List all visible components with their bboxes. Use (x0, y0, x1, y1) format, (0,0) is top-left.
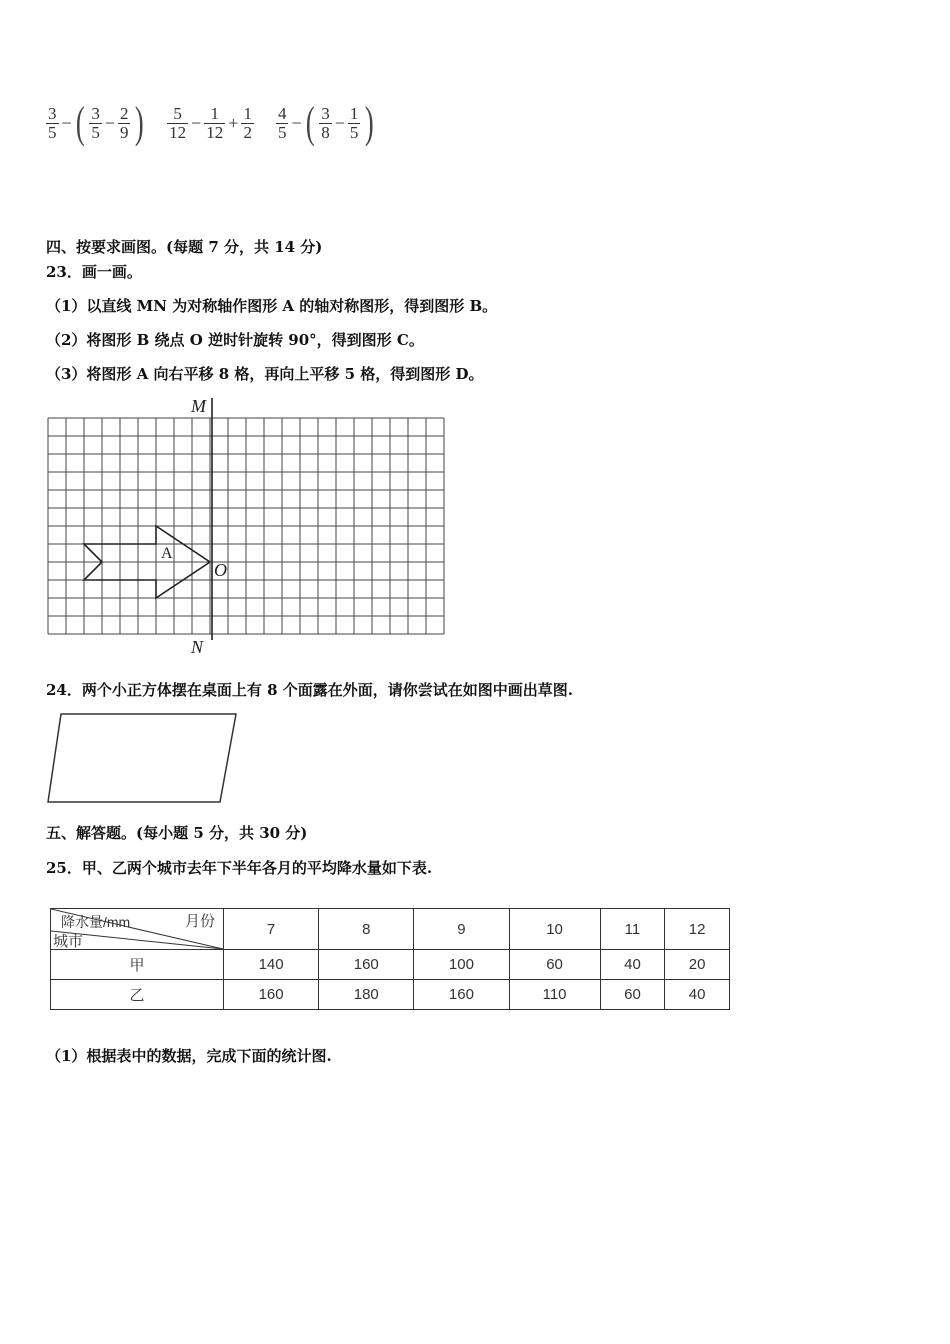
q25-title: 25．甲、乙两个城市去年下半年各月的平均降水量如下表. (46, 859, 433, 877)
value-cell: 110 (509, 980, 600, 1010)
month-header: 11 (600, 909, 665, 950)
value-cell: 100 (414, 950, 509, 980)
fraction: $\frac{3}{5}$ (48, 103, 57, 142)
value-cell: 140 (224, 950, 319, 980)
city-cell: 乙 (51, 980, 224, 1010)
corner-bottom-label: 城市 (53, 933, 84, 950)
q23-step-1: （1）以直线 MN 为对称轴作图形 A 的轴对称图形，得到图形 B。 (46, 297, 498, 315)
expressions-row (44, 98, 395, 148)
fraction: $\frac{1}{2}$ (243, 103, 252, 142)
month-header: 9 (414, 909, 509, 950)
expression-3: $\frac{4}{5}$ − ( $\frac{3}{8}$ − $\frac{1}{5}$ ) (277, 98, 375, 147)
value-cell: 20 (665, 950, 730, 980)
fraction: $\frac{2}{9}$ (119, 103, 129, 142)
table-corner-cell (51, 909, 224, 950)
corner-top-label: 降水量/mm (61, 914, 131, 930)
city-cell: 甲 (51, 950, 224, 980)
fraction: $\frac{4}{5}$ (277, 103, 287, 142)
fraction: $\frac{3}{8}$ (321, 103, 330, 142)
fraction: $\frac{5}{12}$ (169, 103, 187, 142)
label-n: N (191, 637, 204, 657)
parallelogram-figure (44, 710, 244, 806)
fraction: $\frac{1}{12}$ (206, 103, 224, 142)
month-header: 10 (509, 909, 600, 950)
q23-title: 23．画一画。 (46, 263, 142, 281)
value-cell: 160 (224, 980, 319, 1010)
parallelogram (48, 714, 236, 802)
value-cell: 40 (665, 980, 730, 1010)
fraction: $\frac{3}{5}$ (91, 103, 100, 142)
fraction: $\frac{1}{5}$ (349, 103, 359, 142)
month-header: 12 (665, 909, 730, 950)
q23-step-3: （3）将图形 A 向右平移 8 格，再向上平移 5 格，得到图形 D。 (46, 365, 484, 383)
label-a: A (161, 545, 173, 562)
table-row (51, 950, 730, 980)
q24-title: 24．两个小正方体摆在桌面上有 8 个面露在外面，请你尝试在如图中画出草图. (46, 681, 573, 699)
value-cell: 40 (600, 950, 665, 980)
label-o: O (214, 560, 227, 580)
symmetry-grid-figure (40, 392, 460, 662)
table-header-row (51, 909, 730, 950)
rainfall-table (50, 908, 730, 1010)
q23-step-2: （2）将图形 B 绕点 O 逆时针旋转 90°，得到图形 C。 (46, 331, 424, 349)
month-header: 8 (319, 909, 414, 950)
value-cell: 60 (509, 950, 600, 980)
value-cell: 160 (319, 950, 414, 980)
label-m: M (191, 396, 206, 416)
expression-2: $\frac{5}{12}$ − $\frac{1}{12}$ + $\frac{1}{2}$ (169, 103, 252, 142)
section4-title: 四、按要求画图。(每题 7 分，共 14 分) (46, 238, 323, 256)
value-cell: 180 (319, 980, 414, 1010)
grid-lines (48, 418, 444, 634)
expression-1: $\frac{3}{5}$ − ( $\frac{3}{5}$ − $\frac{2}{9}$ ) (48, 98, 145, 147)
section5-title: 五、解答题。(每小题 5 分，共 30 分) (46, 824, 308, 842)
corner-right-label: 月份 (184, 913, 215, 930)
value-cell: 160 (414, 980, 509, 1010)
value-cell: 60 (600, 980, 665, 1010)
table-row (51, 980, 730, 1010)
month-header: 7 (224, 909, 319, 950)
q25-sub1: （1）根据表中的数据，完成下面的统计图. (46, 1047, 332, 1065)
